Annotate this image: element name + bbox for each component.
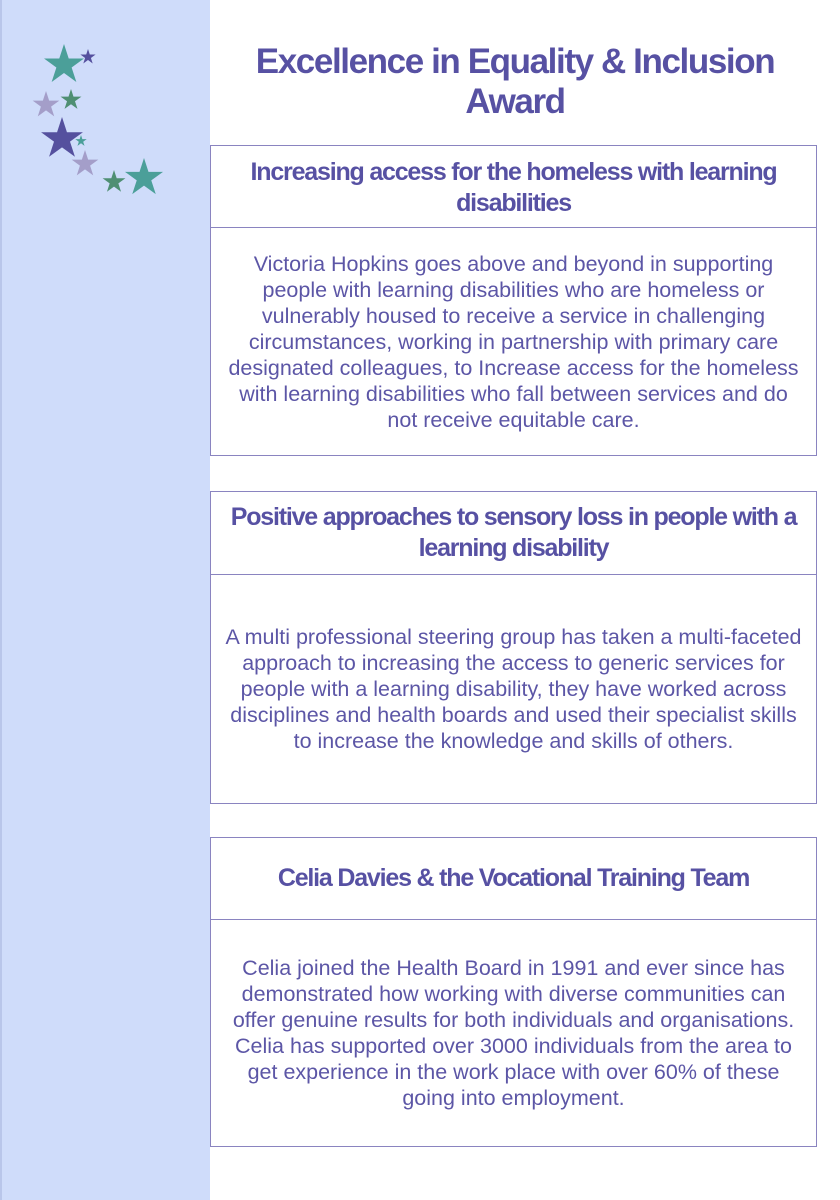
star-icon <box>61 89 82 109</box>
sidebar-panel <box>0 0 210 1200</box>
award-section <box>210 491 817 804</box>
section-description: Victoria Hopkins goes above and beyond in supporting people with learning disabilities who are homeless or vulnerably housed to receive a service in challenging circumstances, working in partnership with primary care designated colleagues, to Increase access for the homeless with learning disabilities who fall between services and do not receive equitable care. <box>228 251 799 432</box>
section-heading: Positive approaches to sensory loss in people with a learning disability <box>211 492 816 575</box>
star-icon <box>80 49 95 63</box>
section-description: Celia joined the Health Board in 1991 and ever since has demonstrated how working with diverse communities can offer genuine results for both individuals and organisations. Celia has supported over 3000 individuals from the area to get experience in the work place with over 60% of these going into employment. <box>232 956 795 1110</box>
page-title: Excellence in Equality & Inclusion Award <box>255 42 775 121</box>
star-icon <box>125 158 163 194</box>
star-icon <box>44 44 84 82</box>
star-icon <box>41 117 83 157</box>
section-heading: Increasing access for the homeless with learning disabilities <box>211 146 816 228</box>
award-section <box>210 145 817 456</box>
star-icon <box>75 135 86 146</box>
section-heading: Celia Davies & the Vocational Training Team <box>211 838 816 920</box>
award-section <box>210 837 817 1147</box>
star-icon <box>72 150 99 175</box>
section-description: A multi professional steering group has taken a multi-faceted approach to increasing the access to generic services for people with a learning disability, they have worked across disciplines and health boards and used their specialist skills to increase the knowledge and skills of others. <box>225 625 802 753</box>
star-icon <box>33 91 60 116</box>
star-cluster-icon <box>32 35 172 210</box>
section-body <box>211 920 816 1146</box>
section-body <box>211 228 816 455</box>
star-icon <box>103 170 126 192</box>
section-body <box>211 575 816 803</box>
